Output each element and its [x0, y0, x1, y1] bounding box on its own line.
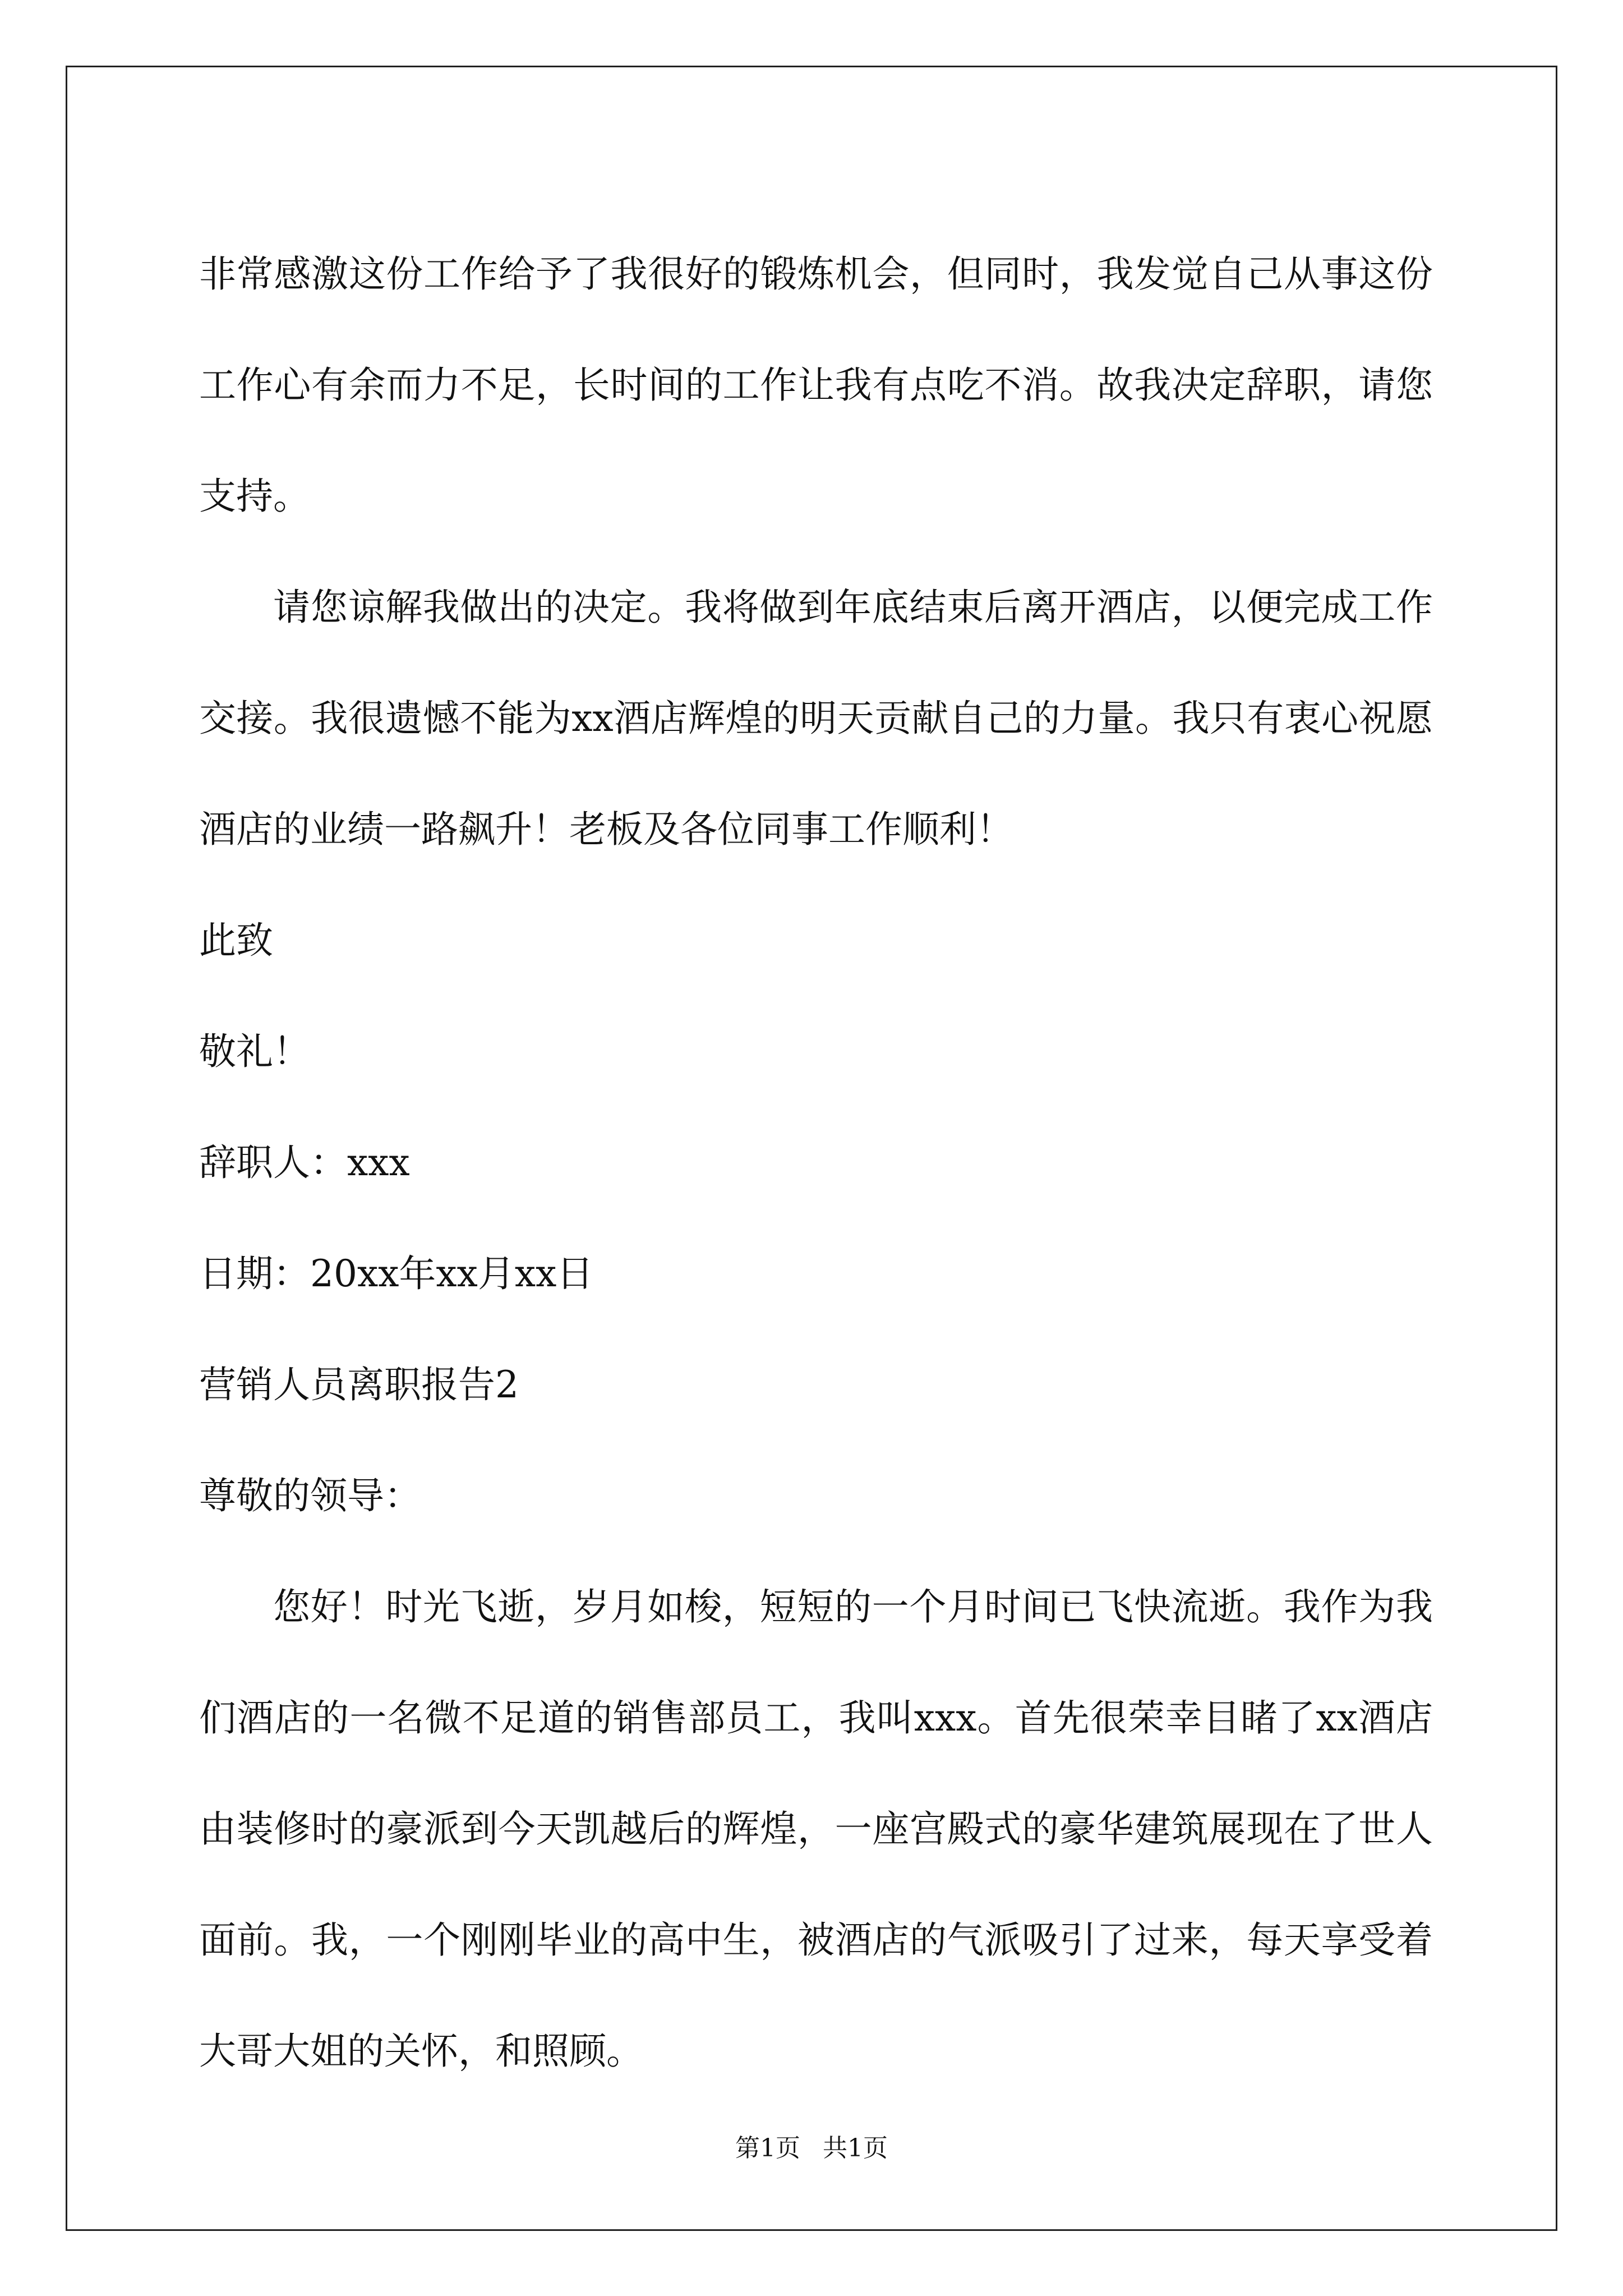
signature-line: 辞职人：xxx [199, 1141, 410, 1184]
section-title: 营销人员离职报告2 [199, 1363, 519, 1406]
date-line: 日期：20xx年xx月xx日 [199, 1252, 594, 1295]
paragraph-introduction: 您好！时光飞逝，岁月如梭，短短的一个月时间已飞快流逝。我作为我们酒店的一名微不足道的销售部员工，我叫xxx。首先很荣幸目睹了xx酒店由装修时的豪派到今天凯越后的辉煌，一座宫殿式的豪华建筑展现在了世人面前。我，一个刚刚毕业的高中生，被酒店的气派吸引了过来，每天享受着大哥大姐的关怀，和照顾。 [199, 1585, 1433, 2073]
closing-salutation: 此致 [199, 919, 273, 962]
page-footer [0, 2132, 1623, 2165]
page-total: 共1页 [823, 2134, 888, 2162]
page-number: 第1页 [735, 2134, 800, 2162]
closing-regards: 敬礼！ [199, 1030, 310, 1073]
paragraph-gratitude: 非常感激这份工作给予了我很好的锻炼机会，但同时，我发觉自己从事这份工作心有余而力不足，长时间的工作让我有点吃不消。故我决定辞职，请您支持。 [199, 252, 1433, 518]
paragraph-understanding: 请您谅解我做出的决定。我将做到年底结束后离开酒店，以便完成工作交接。我很遗憾不能为xx酒店辉煌的明天贡献自己的力量。我只有衷心祝愿酒店的业绩一路飙升！老板及各位同事工作顺利！ [199, 586, 1433, 851]
greeting-line: 尊敬的领导： [199, 1474, 421, 1517]
document-body [199, 219, 1433, 2107]
